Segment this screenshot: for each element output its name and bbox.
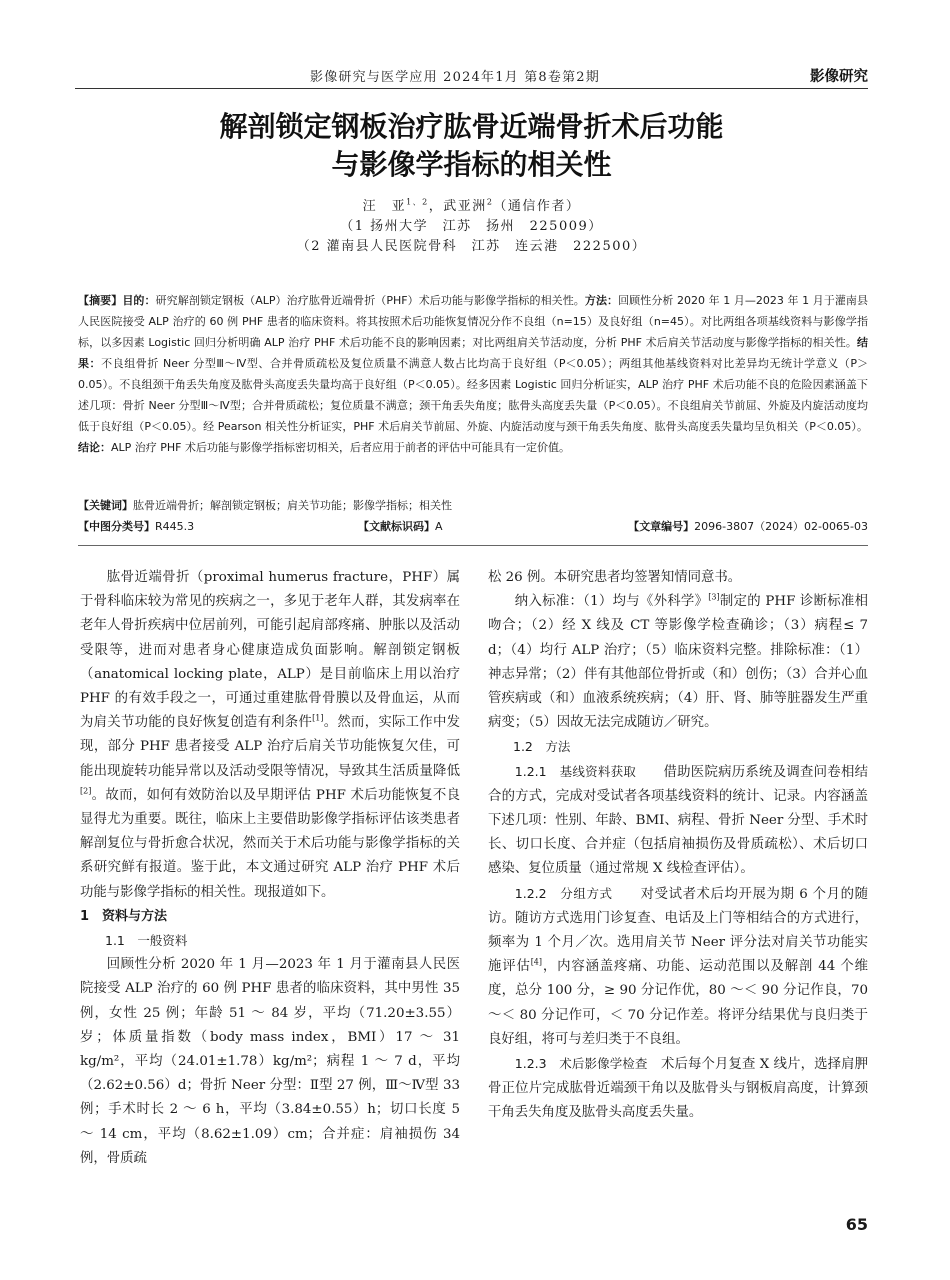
doc-label: 【文献标识码】 [358,520,435,533]
section-1-2-3-heading: 1.2.3 术后影像学检查 [514,1056,648,1072]
author-2-name: 武亚洲 [443,199,487,214]
grouping-text-1: 对受试者术后均开展为期 6 个月的随访。随访方式选用门诊复查、电话及上门等相结合的方式进行，频率为 1 个月／次。选用肩关节 Neer 评分法对肩关节功能实施评估 [488,886,868,975]
body-column-left [80,566,460,1171]
baseline-paragraph [488,760,868,882]
abstract [78,290,868,458]
section-1-1-heading: 1.1 一般资料 [105,933,188,949]
abstract-results: 不良组骨折 Neer 分型Ⅲ～Ⅳ型、合并骨质疏松及复位质量不满意人数占比均高于良好组（P＜0.05）；两组其他基线资料对比差异均无统计学意义（P＞0.05）。不良组颈干角丢失角度及肱骨头高度丢失量均高于良好组（P＜0.05）。经多因素 Logistic 回归分析证实，ALP 治疗 PHF 术后功能不良的危险因素涵盖下述几项：骨折 Neer 分型Ⅲ～Ⅳ型；合并骨质疏松；复位质量不满意；颈干角丢失角度；肱骨头高度丢失量（P＜0.05）。不良组肩关节前屈、外旋及内旋活动度均低于良好组（P＜0.05）。经 Pearson 相关性分析证实，PHF 术后肩关节前屈、外旋、内旋活动度与颈干角丢失角度、肱骨头高度丢失量均呈负相关（P＜0.05）。 [78,357,868,433]
abstract-conclusion: ALP 治疗 PHF 术后功能与影像学指标密切相关，后者应用于前者的评估中可能具有一定价值。 [111,441,571,454]
abstract-methods-label: 方法： [584,294,619,307]
author-1-name: 汪 亚 [362,199,407,214]
doc-value: A [435,520,443,533]
title-line-2: 与影像学指标的相关性 [331,148,612,181]
citation-1: [1] [312,713,324,723]
article-label: 【文章编号】 [628,520,695,533]
page-number: 65 [845,1215,868,1234]
intro-text-1: 肱骨近端骨折（proximal humerus fracture，PHF）属于骨科临床较为常见的疾病之一，多见于老年人群，其发病率在老年人骨折疾病中位居前列，可能引起肩部疼痛、肿胀以及活动受限等，进而对患者身心健康造成负面影响。解剖锁定钢板（anatomical locking plate，ALP）是目前临床上用以治疗 PHF 的有效手段之一，可通过重建肱骨骨膜以及骨血运，从而为肩关节功能的良好恢复创造有利条件 [80,570,460,731]
abstract-results-label: 结果： [78,336,868,370]
separator-rule [78,545,868,546]
section-label: 影像研究 [810,69,868,85]
affiliation-2: （2 灌南县人民医院骨科 江苏 连云港 222500） [296,239,647,254]
intro-paragraph [80,566,460,905]
general-data-paragraph: 回顾性分析 2020 年 1 月—2023 年 1 月于灌南县人民医院接受 ALP 治疗的 60 例 PHF 患者的临床资料，其中男性 35 例，女性 25 例；年龄 51 ～ 84 岁，平均（71.20±3.55）岁；体质量指数（body mass index，BMI）17 ～ 31 kg/m²，平均（24.01±1.78）kg/m²；病程 1 ～ 7 d，平均（2.62±0.56）d；骨折 Neer 分型：Ⅱ型 27 例，Ⅲ～Ⅳ型 33 例；手术时长 2 ～ 6 h，平均（3.84±0.55）h；切口长度 5 ～ 14 cm，平均（8.62±1.09）cm；合并症：肩袖损伤 34 例，骨质疏 [80,957,460,1166]
journal-info: 影像研究与医学应用 2024年1月 第8卷第2期 [310,70,600,85]
abstract-methods: 回顾性分析 2020 年 1 月—2023 年 1 月于灌南县人民医院接受 ALP 治疗的 60 例 PHF 患者的临床资料。将其按照术后功能恢复情况分作不良组（n=15）及良好组（n=45）。对比两组各项基线资料与影像学指标，以多因素 Logistic 回归分析明确 ALP 治疗 PHF 术后功能不良的影响因素；对比两组肩关节活动度，分析 PHF 术后肩关节活动度与影像学指标的相关性。 [78,294,869,349]
imaging-paragraph [488,1052,868,1126]
header-rule [75,88,868,89]
citation-2: [2] [80,786,92,796]
article-number [628,518,868,534]
grouping-text-2: ，内容涵盖疼痛、功能、运动范围以及解剖 44 个维度，总分 100 分，≥ 90 分记作优，80 ～＜ 90 分记作良，70 ～＜ 80 分记作可，＜ 70 分记作差。将评分结果优与良归类于良好组，将可与差归类于不良组。 [488,959,868,1047]
clc-label: 【中图分类号】 [78,520,155,533]
intro-text-3: 。故而，如何有效防治以及早期评估 PHF 术后功能恢复不良显得尤为重要。既往，临床上主要借助影像学指标评估该类患者解剖复位与骨折愈合状况，然而关于术后功能与影像学指标的关系研究鲜有报道。鉴于此，本文通过研究 ALP 治疗 PHF 术后功能与影像学指标的相关性。现报道如下。 [80,787,460,900]
criteria-text-1: 纳入标准：（1）均与《外科学》 [514,594,709,610]
title-line-1: 解剖锁定钢板治疗肱骨近端骨折术后功能 [219,110,724,143]
keywords-text: 肱骨近端骨折；解剖锁定钢板；肩关节功能；影像学指标；相关性 [133,499,452,512]
article-meta [78,518,868,538]
imaging-text: 术后每个月复查 X 线片，选择肩胛骨正位片完成肱骨近端颈干角以及肱骨头与钢板肩高度，计算颈干角丢失角度及肱骨头高度丢失量。 [488,1057,869,1121]
article-title [75,108,868,184]
affiliation-1: （1 扬州大学 江苏 扬州 225009） [340,219,603,234]
abstract-conclusion-label: 结论： [78,441,111,454]
running-header [75,66,868,90]
author-1-affil: 1、2 [406,197,429,207]
abstract-label: 【摘要】 [78,294,123,307]
section-1-2-2-heading: 1.2.2 分组方式 [514,885,613,901]
section-1-heading: 1 资料与方法 [80,908,168,924]
author-2-affil: 2 [486,197,494,207]
keywords-label: 【关键词】 [78,499,133,512]
citation-3: [3] [708,592,720,602]
body-column-right [488,566,868,1126]
baseline-text: 借助医院病历系统及调查问卷相结合的方式，完成对受试者各项基线资料的统计、记录。内容涵盖下述几项：性别、年龄、BMI、病程、骨折 Neer 分型、手术时长、切口长度、合并症（包括肩袖损伤及骨质疏松）、术后切口感染、复位质量（通过常规 X 线检查评估）。 [488,764,869,877]
section-1-2-1-heading: 1.2.1 基线资料获取 [514,763,637,779]
criteria-text-2: 制定的 PHF 诊断标准相吻合；（2）经 X 线及 CT 等影像学检查确诊；（3）病程≤ 7 d；（4）均行 ALP 治疗；（5）临床资料完整。排除标准：（1）神志异常；（2）伴有其他部位骨折或（和）创伤；（3）合并心血管疾病或（和）血液系统疾病；（4）肝、肾、肺等脏器发生严重病变；（5）因故无法完成随访／研究。 [488,594,868,731]
intro-text-2: 。然而，实际工作中发现，部分 PHF 患者接受 ALP 治疗后肩关节功能恢复欠佳，可能出现旋转功能异常以及活动受限等情况，导致其生活质量降低 [80,715,461,779]
grouping-paragraph [488,882,868,1052]
document-code [358,518,443,534]
clc-value: R445.3 [155,520,195,533]
corresponding-note: （通信作者） [493,199,581,214]
criteria-paragraph [488,590,868,735]
article-value: 2096-3807（2024）02-0065-03 [694,520,868,533]
citation-4: [4] [530,957,543,967]
keywords [78,496,868,516]
general-data-continued: 松 26 例。本研究患者均签署知情同意书。 [488,570,742,585]
abstract-purpose-label: 目的： [122,294,156,307]
abstract-purpose: 研究解剖锁定钢板（ALP）治疗肱骨近端骨折（PHF）术后功能与影像学指标的相关性。 [155,294,585,307]
clc-number [78,518,194,534]
author-separator: ， [428,199,444,214]
author-block [75,197,868,257]
section-1-2-heading: 1.2 方法 [513,739,571,755]
author-line [75,197,868,217]
